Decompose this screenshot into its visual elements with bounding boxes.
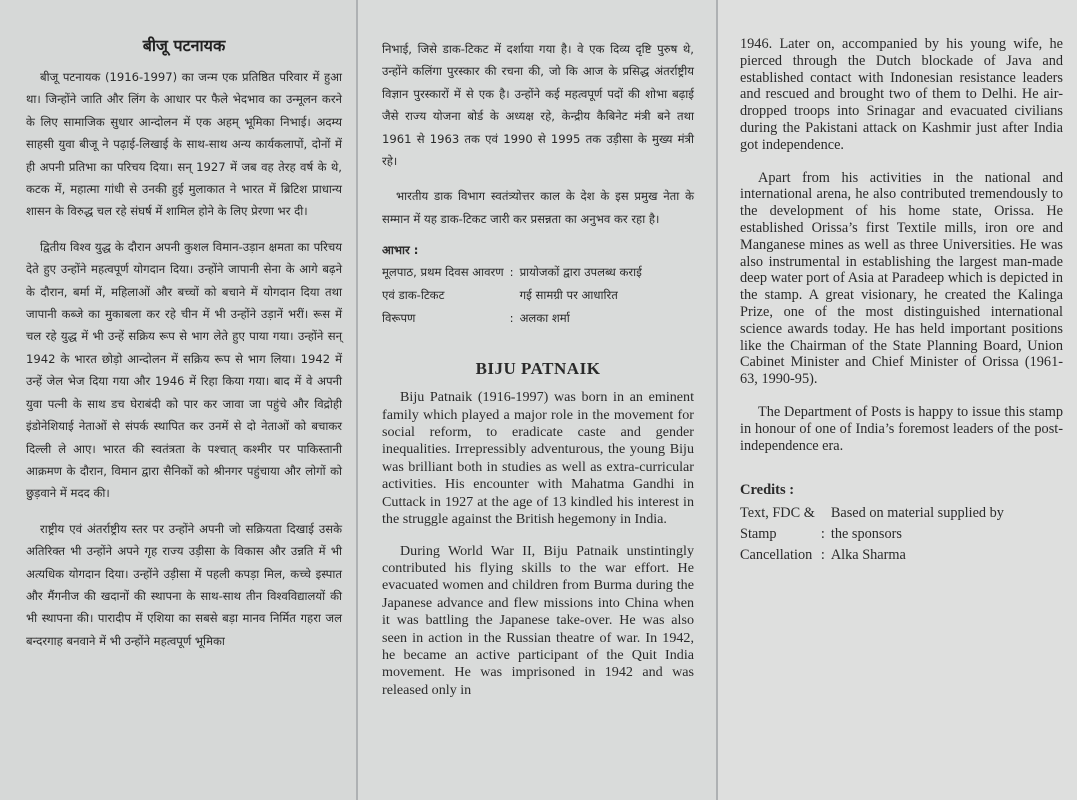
credit-sep: : [820, 526, 825, 543]
ack-row [382, 264, 642, 287]
ack-label: एवं डाक-टिकट [382, 288, 445, 303]
hindi-paragraph-1: बीजू पटनायक (1916-1997) का जन्म एक प्रतिष्ठित परिवार में हुआ था। जिन्होंने जाति और लिंग के आधार पर फैले भेदभाव का उन्मूलन करने के लिए सामाजिक सुधार आन्दोलन में एक अहम् भूमिका निभाई। अदम्य साहसी युवा बीजू ने पढ़ाई-लिखाई के साथ-साथ अन्य कार्यकलापों, दोनों में ही अपनी प्रतिभा का परिचय दिया। सन् 1927 में जब वह तेरह वर्ष के थे, कटक में, महात्मा गांधी से उनकी हुई मुलाकात ने भारत में ब्रिटिश प्राधान्य शासन के विरुद्ध चल रहे संघर्ष में शामिल होने के लिए प्रेरणा भर दी। [26, 70, 342, 219]
english-paragraph-3: 1946. Later on, accompanied by his young wife, he pierced through the Dutch blockade of Java and established contact with Indonesian resistance leaders and rescued and brought two of them to Delhi. He air-dropped troops into Srinagar and evacuated civilians during the Pakistani attack on Kashmir just after India got independence. [740, 36, 1063, 153]
english-paragraph-4: Apart from his activities in the national and international arena, he also contributed tremendously to the development of his home state, Orissa. He established Orissa’s first Textile mills, iron ore and Manganese mines as well as three Universities. He was also instrumental in establishing the largest man-made deep water port of Asia at Paradeep which is depicted in the stamp. A great visionary, he created the Kalinga Prize, one of the most distinguished international science awards today. He has held important positions like the Chairman of the State Planning Board, Union Cabinet Minister and Chief Minister of Orissa (1961-63, 1990-95). [740, 169, 1063, 388]
english-paragraph-2: During World War II, Biju Patnaik unstintingly contributed his flying skills to the war effort. He evacuated women and children from Burma during the Japanese advance and flew missions into China when it was battling the Japanese take-over. He was also seen in action in the Russian theatre of war. In 1942, he became an active participant of the Quit India movement. He was imprisoned in 1942 and was released only in [382, 542, 694, 698]
left-panel [0, 0, 356, 800]
hindi-paragraph-3: राष्ट्रीय एवं अंतर्राष्ट्रीय स्तर पर उन्होंने अपनी जो सक्रियता दिखाई उसके अतिरिक्त भी उन्होंने अपने गृह राज्य उड़ीसा के विकास और उन्नति में भी अत्यधिक योगदान दिया। उन्होंने उड़ीसा में पहली कपड़ा मिल, कच्चे इस्पात और मैंगनीज की खदानों की स्थापना के साथ-साथ तीन विश्वविद्यालयों की भी स्थापना की। पारादीप में एशिया का सबसे बड़ा मानव निर्मित गहरा जल बन्दरगाह बनवाने में भी उन्होंने महत्वपूर्ण भूमिका [26, 521, 342, 648]
middle-panel [358, 0, 716, 800]
english-title: BIJU PATNAIK [475, 359, 601, 379]
acknowledgement-heading: आभार : [382, 243, 419, 258]
ack-label: मूलपाठ, प्रथम दिवस आवरण [382, 265, 504, 280]
hindi-title: बीजू पटनायक [142, 36, 226, 55]
credits-table [740, 505, 1004, 568]
ack-sep: : [509, 311, 514, 326]
credit-row [740, 526, 1004, 547]
hindi-paragraph-2: द्वितीय विश्व युद्ध के दौरान अपनी कुशल विमान-उड़ान क्षमता का परिचय देते हुए उन्होंने महत्वपूर्ण योगदान दिया। उन्होंने जापानी सेना के आगे बढ़ने के दौरान, बर्मा में, महिलाओं और बच्चों को बचाने में योगदान दिया तथा जापानी कब्जे का मुकाबला कर रहे चीन में भी उन्होंने उड़ानें भरीं। रूस में चल रहे युद्ध में भी उन्हें सक्रिय रूप से भाग लेते हुए पाया गया। उन्होंने सन् 1942 के भारत छोड़ो आन्दोलन में सक्रिय रूप से भाग लिया। 1942 में उन्हें जेल भेज दिया गया और 1946 में रिहा किया गया। बाद में वे अपनी युवा पत्नी के साथ डच घेराबंदी को पार कर जावा जा पहुंचे और विद्रोही इंडोनेशियाई नेताओं से संपर्क स्थापित कर उनमें से दो नेताओं को बचाकर दिल्ली ले आए। भारत की स्वतंत्रता के पश्चात् कश्मीर पर पाकिस्तानी आक्रमण के दौरान, विमान द्वारा सैनिकों को श्रीनगर पहुंचाया और लोगों को छुड़वाने में मदद की। [26, 239, 342, 501]
credit-value: Based on material supplied by [830, 505, 1004, 522]
credit-row [740, 547, 1004, 568]
credit-label: Cancellation [740, 547, 813, 564]
acknowledgement-table [382, 264, 642, 333]
right-panel [718, 0, 1077, 800]
hindi-paragraph-4: निभाई, जिसे डाक-टिकट में दर्शाया गया है। वे एक दिव्य दृष्टि पुरुष थे, उन्होंने कलिंगा पुरस्कार की रचना की, जो कि आज के प्रसिद्ध अंतर्राष्ट्रीय विज्ञान पुरस्कारों में से एक है। उन्होंने कई महत्वपूर्ण पदों की शोभा बढ़ाई जैसे राज्य योजना बोर्ड के अध्यक्ष रहे, केन्द्रीय कैबिनेट मंत्री बने तथा 1961 से 1963 तक एवं 1990 से 1995 तक उड़ीसा के मुख्य मंत्री रहे। [382, 42, 694, 169]
credit-sep: : [820, 547, 825, 564]
credits-heading: Credits : [740, 482, 795, 499]
credit-sep [815, 505, 831, 526]
ack-value: अलका शर्मा [519, 311, 570, 326]
credit-label: Stamp [740, 526, 777, 543]
ack-row [382, 310, 642, 333]
hindi-paragraph-5: भारतीय डाक विभाग स्वतंत्र्योत्तर काल के देश के इस प्रमुख नेता के सम्मान में यह डाक-टिकट जारी कर प्रसन्नता का अनुभव कर रहा है। [382, 189, 694, 226]
ack-row [382, 287, 642, 310]
ack-value: प्रायोजकों द्वारा उपलब्ध कराई [519, 265, 642, 280]
credit-value: the sponsors [830, 526, 902, 543]
credit-label: Text, FDC & [740, 505, 815, 522]
credit-row [740, 505, 1004, 526]
ack-value: गई सामग्री पर आधारित [519, 288, 618, 303]
ack-sep [504, 287, 520, 310]
english-paragraph-5: The Department of Posts is happy to issue this stamp in honour of one of India’s foremost leaders of the post-independence era. [740, 403, 1063, 454]
english-paragraph-1: Biju Patnaik (1916-1997) was born in an eminent family which played a major role in the movement for social reform, to eradicate caste and gender inequalities. Irrepressibly adventurous, the young Biju was brilliant both in studies as well as extra-curricular activities. His encounter with Mahatma Gandhi in Cuttack in 1927 at the age of 13 kindled his interest in the struggle against the British hegemony in India. [382, 389, 694, 528]
ack-sep: : [509, 265, 514, 280]
credit-value: Alka Sharma [830, 547, 906, 564]
ack-label: विरूपण [382, 311, 416, 326]
